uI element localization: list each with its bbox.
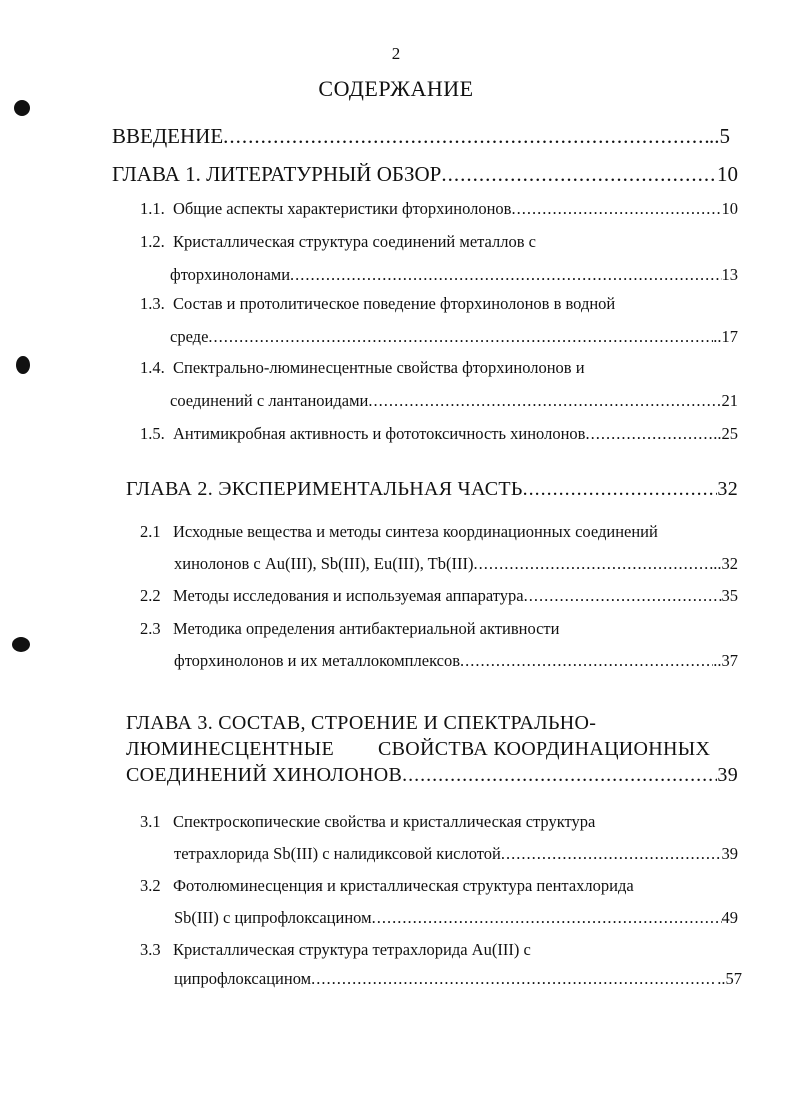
page-title: СОДЕРЖАНИЕ bbox=[318, 76, 474, 101]
item-title: Методы исследования и используемая аппаратура bbox=[173, 586, 524, 605]
toc-page: 32 bbox=[717, 478, 738, 500]
toc-page: 39 bbox=[717, 764, 738, 786]
item-number: 2.3 bbox=[140, 619, 161, 638]
toc-item-3-3-cont[interactable] bbox=[174, 969, 742, 989]
toc-item-3-1-cont[interactable] bbox=[174, 844, 738, 864]
toc-label: ВВЕДЕНИЕ bbox=[112, 124, 224, 148]
item-title: Спектрально-люминесцентные свойства фторхинолонов и bbox=[173, 358, 585, 377]
item-number: 3.2 bbox=[140, 876, 161, 895]
item-title: Исходные вещества и методы синтеза координационных соединений bbox=[173, 522, 658, 541]
item-title: Кристаллическая структура тетрахлорида Au(III) с bbox=[173, 940, 531, 959]
item-number: 2.1 bbox=[140, 522, 161, 541]
item-number: 3.3 bbox=[140, 940, 161, 959]
toc-item-1-2[interactable] bbox=[140, 232, 536, 252]
toc-item-2-3-cont[interactable] bbox=[174, 651, 738, 671]
toc-item-3-2-cont[interactable] bbox=[174, 908, 738, 928]
toc-chapter-1[interactable] bbox=[112, 162, 738, 187]
toc-page: 10 bbox=[717, 162, 738, 186]
toc-item-2-3[interactable] bbox=[140, 619, 559, 639]
toc-page: ..57 bbox=[717, 969, 742, 988]
toc-item-2-2[interactable] bbox=[140, 586, 738, 606]
item-number: 1.4. bbox=[140, 358, 165, 377]
chapter-heading: ГЛАВА 2. ЭКСПЕРИМЕНТАЛЬНАЯ ЧАСТЬ bbox=[126, 478, 523, 500]
toc-chapter-3[interactable] bbox=[126, 764, 738, 787]
toc-page: 35 bbox=[721, 586, 738, 605]
toc-item-2-1[interactable] bbox=[140, 522, 658, 542]
toc-item-1-3-cont[interactable] bbox=[170, 327, 738, 347]
toc-item-1-5[interactable] bbox=[140, 424, 738, 444]
item-title-cont: соединений с лантаноидами bbox=[170, 391, 369, 410]
item-title: Антимикробная активность и фототоксичность хинолонов bbox=[173, 424, 586, 443]
toc-item-2-1-cont[interactable] bbox=[174, 554, 738, 574]
item-title-cont: фторхинолонами bbox=[170, 265, 291, 284]
toc-page: ..17 bbox=[713, 327, 738, 346]
item-title-cont: ципрофлоксацином bbox=[174, 969, 312, 988]
item-number: 2.2 bbox=[140, 586, 161, 605]
toc-item-3-1[interactable] bbox=[140, 812, 595, 832]
chapter-3-heading-line-2b: СВОЙСТВА КООРДИНАЦИОННЫХ bbox=[378, 738, 711, 760]
chapter-3-heading-line-2a: ЛЮМИНЕСЦЕНТНЫЕ bbox=[126, 738, 334, 760]
toc-page: ..37 bbox=[713, 651, 738, 670]
toc-item-1-3[interactable] bbox=[140, 294, 615, 314]
item-title-cont: Sb(III) с ципрофлоксацином bbox=[174, 908, 372, 927]
toc-item-1-4-cont[interactable] bbox=[170, 391, 738, 411]
toc-item-1-4[interactable] bbox=[140, 358, 585, 378]
toc-page: ..32 bbox=[713, 554, 738, 573]
toc-item-3-2[interactable] bbox=[140, 876, 634, 896]
scan-blot bbox=[12, 637, 30, 652]
page-number: 2 bbox=[391, 44, 401, 63]
item-title: Методика определения антибактериальной активности bbox=[173, 619, 560, 638]
item-title: Спектроскопические свойства и кристаллическая структура bbox=[173, 812, 596, 831]
toc-page: 39 bbox=[721, 844, 738, 863]
toc-item-1-1[interactable] bbox=[140, 199, 738, 219]
chapter-heading: ГЛАВА 1. ЛИТЕРАТУРНЫЙ ОБЗОР bbox=[112, 162, 442, 186]
item-number: 1.3. bbox=[140, 294, 165, 313]
toc-page: 21 bbox=[721, 391, 738, 410]
toc-page: ..5 bbox=[709, 124, 730, 148]
item-number: 1.5. bbox=[140, 424, 165, 443]
item-title-cont: хинолонов с Au(III), Sb(III), Eu(III), Tb(III) bbox=[174, 554, 474, 573]
item-title-cont: фторхинолонов и их металлокомплексов bbox=[174, 651, 461, 670]
item-number: 1.1. bbox=[140, 199, 165, 218]
item-title-cont: тетрахлорида Sb(III) с налидиксовой кислотой bbox=[174, 844, 501, 863]
toc-page: 49 bbox=[721, 908, 738, 927]
item-title: Фотолюминесценция и кристаллическая структура пентахлорида bbox=[173, 876, 634, 895]
scan-blot bbox=[16, 356, 30, 374]
chapter-3-heading-line-1: ГЛАВА 3. СОСТАВ, СТРОЕНИЕ И СПЕКТРАЛЬНО- bbox=[126, 712, 597, 734]
scan-blot bbox=[14, 100, 30, 116]
toc-entry-intro[interactable] bbox=[112, 124, 730, 149]
toc-page: ..25 bbox=[713, 424, 738, 443]
item-number: 1.2. bbox=[140, 232, 165, 251]
toc-page: 10 bbox=[721, 199, 738, 218]
item-title: Общие аспекты характеристики фторхинолонов bbox=[173, 199, 512, 218]
item-number: 3.1 bbox=[140, 812, 161, 831]
item-title: Состав и протолитическое поведение фторхинолонов в водной bbox=[173, 294, 616, 313]
item-title-cont: среде bbox=[170, 327, 209, 346]
toc-page: 13 bbox=[721, 265, 738, 284]
toc-item-3-3[interactable] bbox=[140, 940, 531, 960]
chapter-heading-line-3: СОЕДИНЕНИЙ ХИНОЛОНОВ bbox=[126, 764, 403, 786]
toc-chapter-2[interactable] bbox=[126, 478, 738, 501]
toc-item-1-2-cont[interactable] bbox=[170, 265, 738, 285]
item-title: Кристаллическая структура соединений металлов с bbox=[173, 232, 536, 251]
